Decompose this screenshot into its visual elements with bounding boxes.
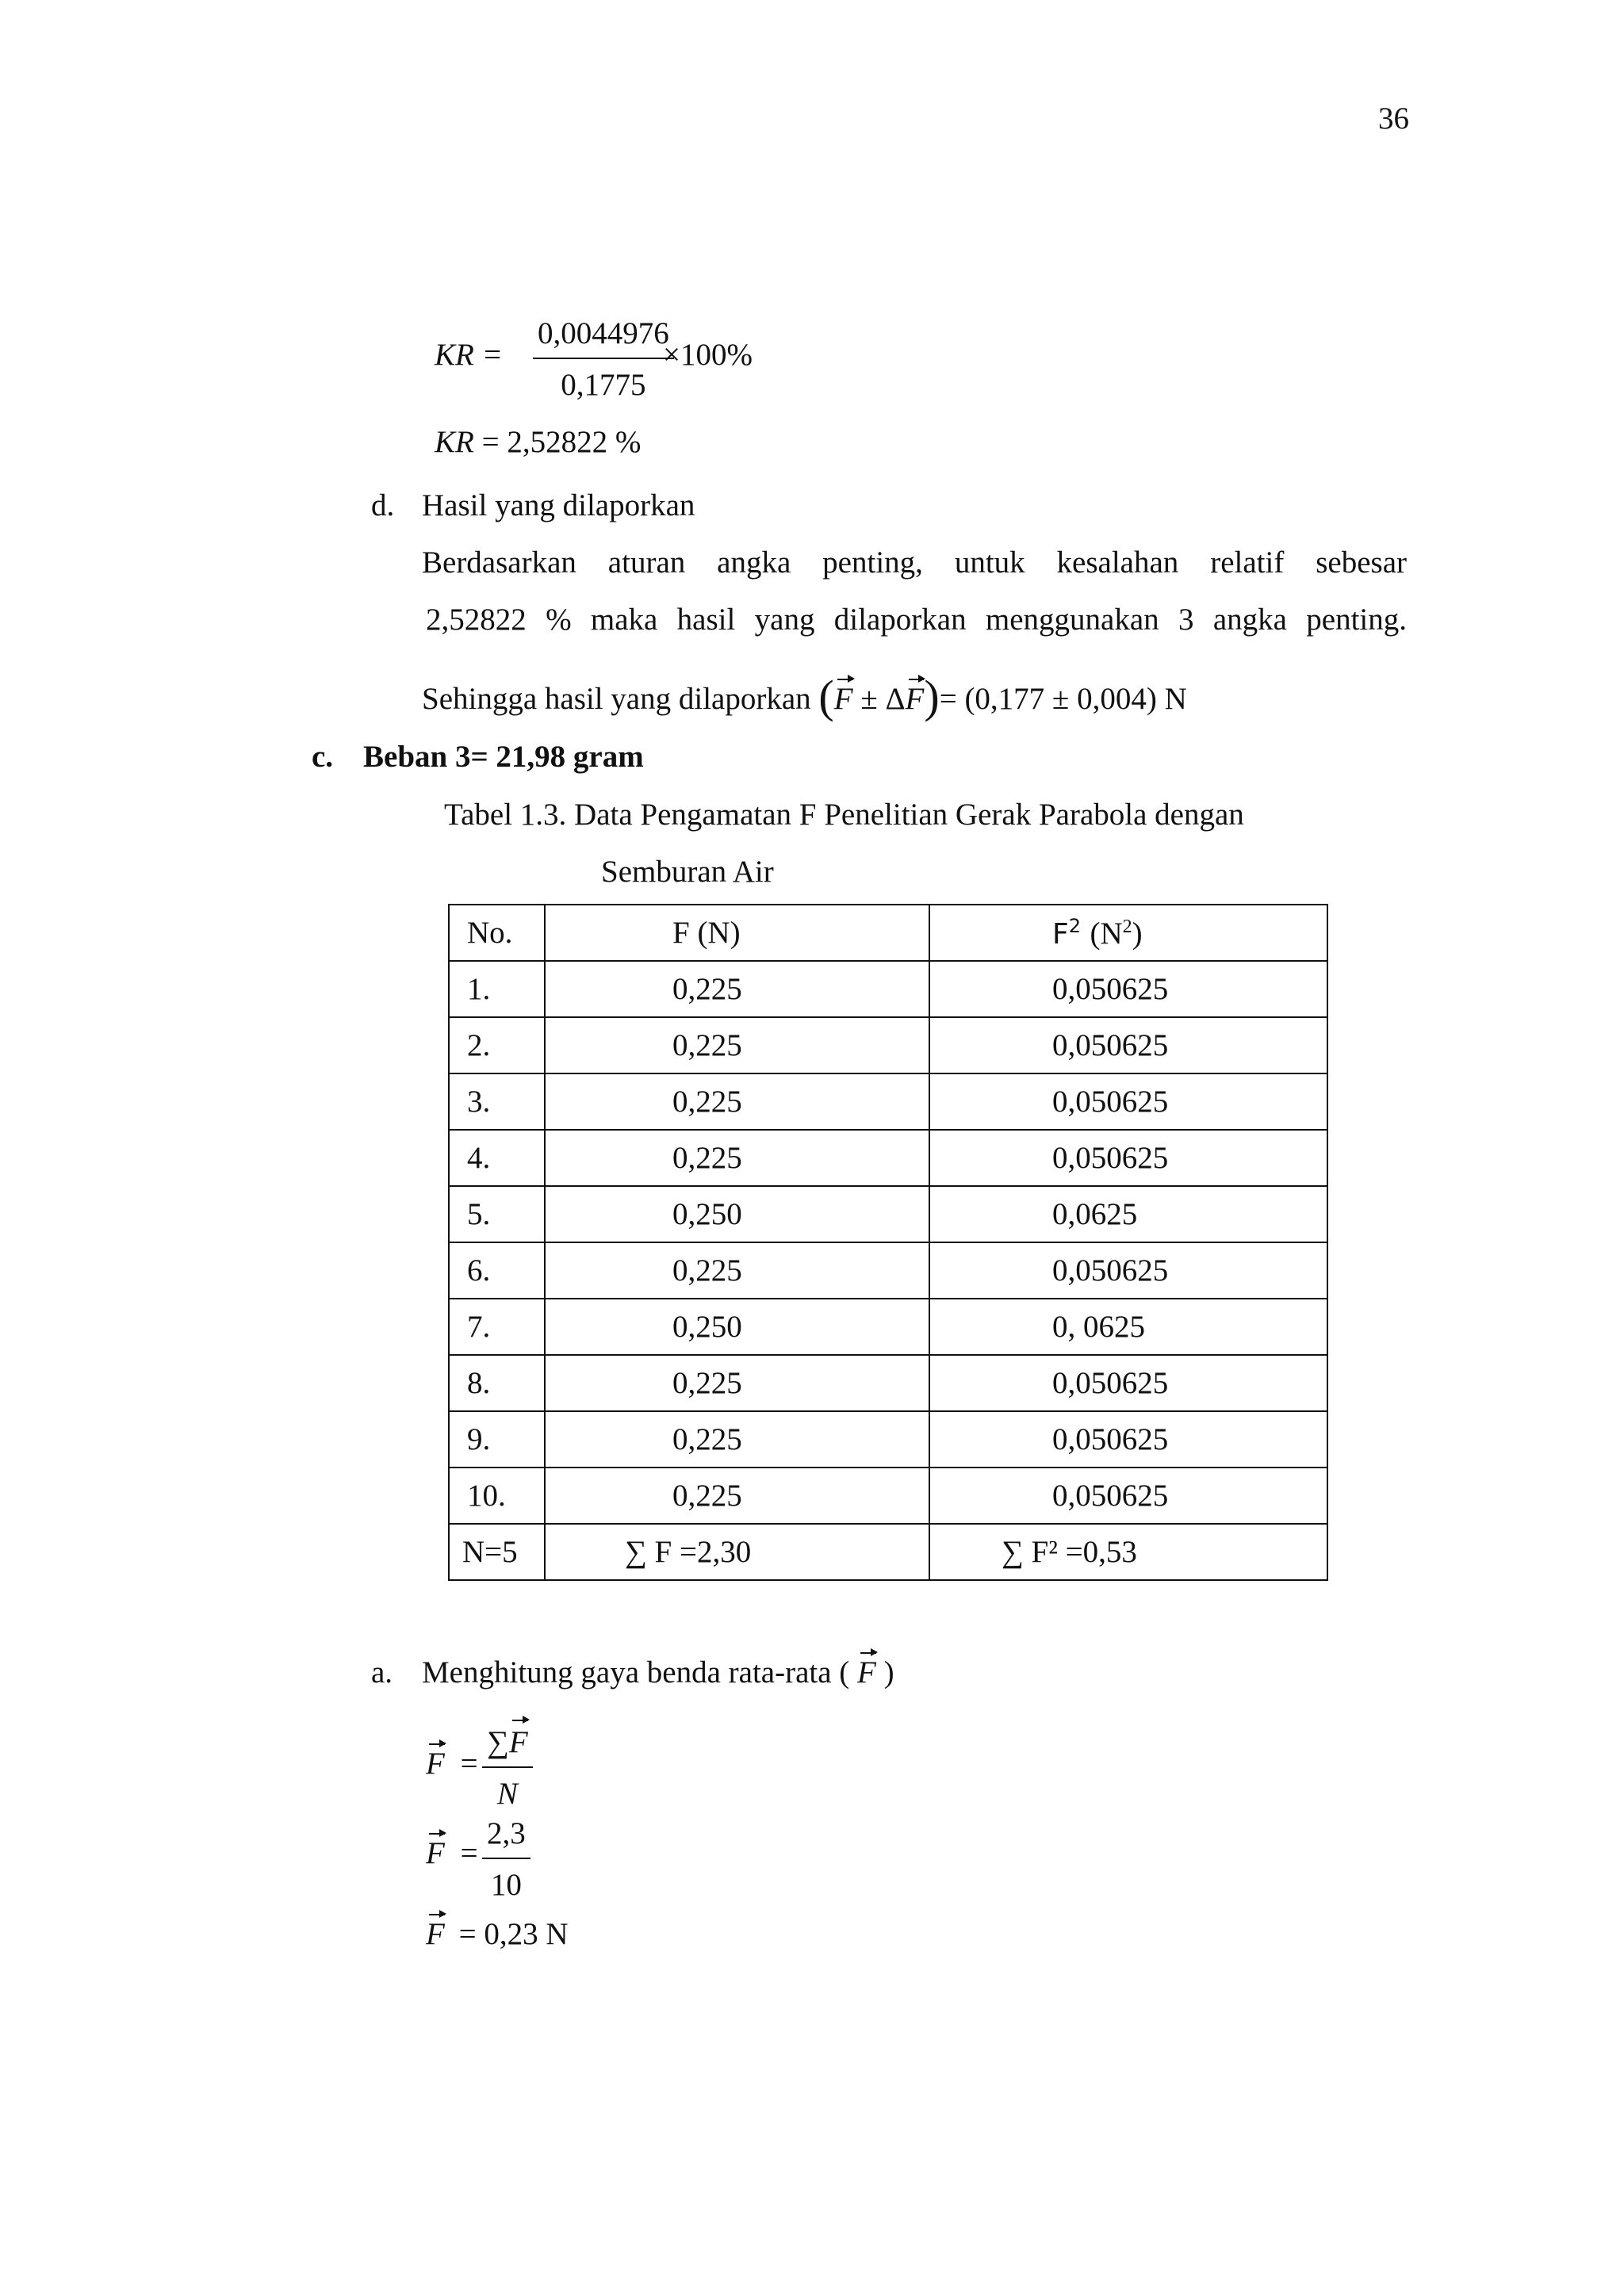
cell-f: 0,225 (545, 961, 929, 1017)
header-no: No. (449, 905, 545, 961)
cell-no: 1. (449, 961, 545, 1017)
cell-f: 0,250 (545, 1186, 929, 1242)
section-c-title: Beban 3= 21,98 gram (363, 740, 644, 774)
formula-mean-fraction (482, 1724, 533, 1812)
kr-fraction (533, 316, 674, 403)
table-header-row (449, 905, 1327, 961)
section-d-title: Hasil yang dilaporkan (422, 488, 695, 522)
section-d-line3 (422, 671, 1187, 722)
vector-f: F (426, 1836, 445, 1870)
kr-equation-lhs: KR = (435, 338, 503, 372)
section-c-marker: c. (312, 740, 334, 774)
formula-mean-denominator: N (496, 1777, 518, 1811)
summary-n: N=5 (449, 1524, 545, 1580)
cell-no: 9. (449, 1411, 545, 1468)
header-f-squared: $F^2$ $(N^2)$ (929, 905, 1327, 961)
sigma-symbol: ∑ (487, 1725, 509, 1759)
table-row (449, 961, 1327, 1017)
section-a-title-prefix: Menghitung gaya benda rata-rata ( (422, 1655, 850, 1689)
cell-no: 2. (449, 1017, 545, 1073)
formula-mean-numerator (482, 1724, 533, 1766)
table-row (449, 1468, 1327, 1524)
page-number: 36 (1378, 101, 1409, 136)
cell-no: 6. (449, 1242, 545, 1299)
cell-no: 7. (449, 1299, 545, 1355)
vector-f: F (833, 682, 853, 716)
plus-minus-delta: ± Δ (852, 682, 906, 716)
kr-equation-suffix: ×100% (663, 338, 753, 372)
section-a-marker: a. (371, 1655, 393, 1689)
kr-result-rhs: = 2,52822 % (481, 425, 642, 459)
section-d-line2: 2,52822 % maka hasil yang dilaporkan menggunakan 3 angka penting. (426, 603, 1407, 637)
cell-no: 8. (449, 1355, 545, 1411)
table-row (449, 1411, 1327, 1468)
formula-sub-fraction (482, 1816, 530, 1903)
section-d-line3-prefix: Sehingga hasil yang dilaporkan (422, 682, 811, 716)
cell-no: 10. (449, 1468, 545, 1524)
table-row (449, 1073, 1327, 1130)
cell-f-squared: 0,050625 (929, 1355, 1327, 1411)
cell-f: 0,225 (545, 1073, 929, 1130)
section-a-title (422, 1657, 894, 1688)
vector-f: F (508, 1725, 528, 1759)
vector-f: F (426, 1747, 445, 1781)
vector-f: F (857, 1655, 876, 1689)
kr-numerator: 0,0044976 (538, 316, 669, 350)
kr-result (435, 427, 641, 457)
table-row (449, 1355, 1327, 1411)
table-caption-line2: Semburan Air (601, 855, 774, 889)
cell-f-squared: 0,050625 (929, 1468, 1327, 1524)
cell-no: 3. (449, 1073, 545, 1130)
table-row (449, 1186, 1327, 1242)
vector-f: F (905, 682, 925, 716)
cell-f-squared: 0,050625 (929, 1073, 1327, 1130)
cell-f: 0,225 (545, 1017, 929, 1073)
table-row (449, 1299, 1327, 1355)
formula-sub-lhs (426, 1838, 478, 1869)
cell-f: 0,225 (545, 1355, 929, 1411)
equals-sign: = (460, 1836, 478, 1870)
equals-sign: = (460, 1747, 478, 1781)
cell-f: 0,225 (545, 1242, 929, 1299)
formula-result (426, 1919, 569, 1950)
data-table (448, 904, 1328, 1581)
cell-f-squared: 0,0625 (929, 1186, 1327, 1242)
table-summary-row (449, 1524, 1327, 1580)
cell-f-squared: 0,050625 (929, 961, 1327, 1017)
section-d-marker: d. (371, 488, 395, 522)
cell-f-squared: 0,050625 (929, 1017, 1327, 1073)
table-row (449, 1017, 1327, 1073)
cell-f: 0,225 (545, 1130, 929, 1186)
kr-result-lhs: KR (435, 425, 474, 459)
cell-f: 0,225 (545, 1411, 929, 1468)
formula-sub-denominator: 10 (490, 1868, 522, 1902)
cell-f-squared: 0,050625 (929, 1411, 1327, 1468)
vector-f: F (426, 1917, 445, 1951)
summary-sum-f: ∑ F =2,30 (545, 1524, 929, 1580)
cell-no: 5. (449, 1186, 545, 1242)
kr-denominator: 0,1775 (561, 368, 646, 402)
cell-no: 4. (449, 1130, 545, 1186)
paren-open: ( (818, 671, 834, 722)
header-f: F (N) (545, 905, 929, 961)
paren-close: ) (924, 671, 940, 722)
table-row (449, 1242, 1327, 1299)
formula-result-rhs: = 0,23 N (458, 1917, 569, 1951)
cell-f-squared: 0,050625 (929, 1242, 1327, 1299)
cell-f: 0,225 (545, 1468, 929, 1524)
cell-f: 0,250 (545, 1299, 929, 1355)
table-caption-line1: Tabel 1.3. Data Pengamatan F Penelitian Gerak Parabola dengan (444, 798, 1244, 832)
section-a-title-suffix: ) (883, 1655, 894, 1689)
section-d-line1: Berdasarkan aturan angka penting, untuk kesalahan relatif sebesar (422, 545, 1407, 580)
formula-mean-lhs (426, 1748, 478, 1779)
formula-sub-numerator: 2,3 (487, 1816, 526, 1850)
cell-f-squared: 0,050625 (929, 1130, 1327, 1186)
section-d-line3-suffix: = (0,177 ± 0,004) N (939, 682, 1187, 716)
summary-sum-f-squared: ∑ F² =0,53 (929, 1524, 1327, 1580)
cell-f-squared: 0, 0625 (929, 1299, 1327, 1355)
table-row (449, 1130, 1327, 1186)
